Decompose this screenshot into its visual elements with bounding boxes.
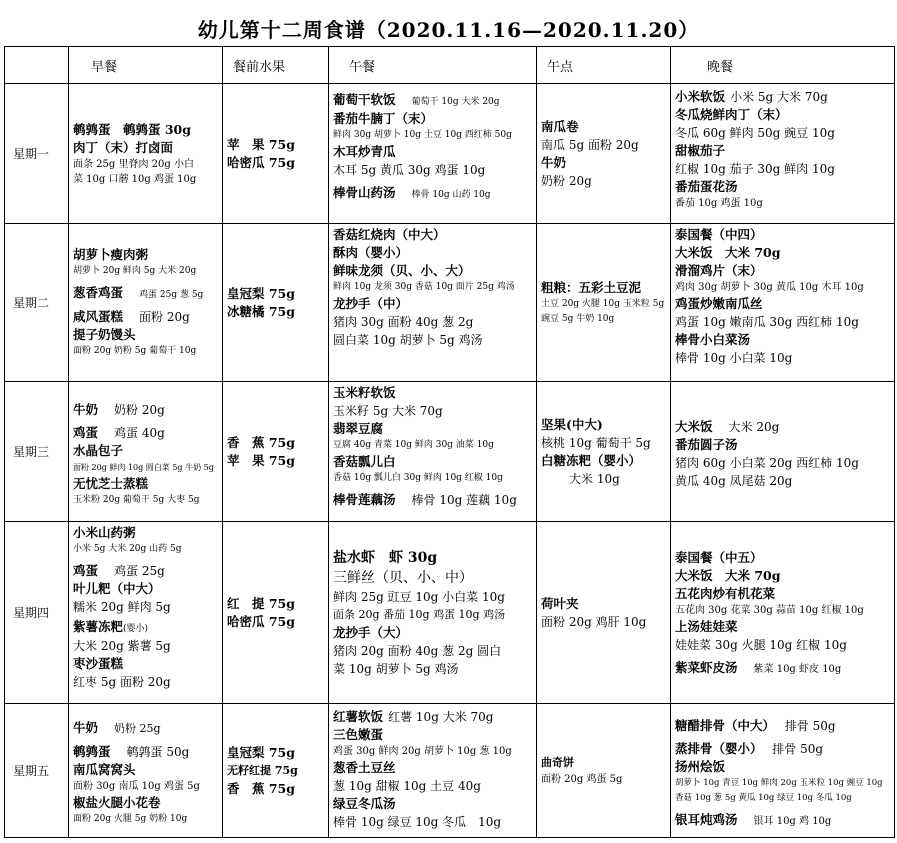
breakfast-cell <box>69 522 223 704</box>
day-label: 星期五 <box>5 704 69 838</box>
dish-line: 葡萄干软饭 葡萄干 10g 大米 20g <box>333 92 500 107</box>
header-snack: 午点 <box>537 47 671 84</box>
snack-cell <box>537 84 671 224</box>
dish-name: 龙抄手（大） <box>333 624 409 640</box>
dish-name: 粗粮：五彩土豆泥 <box>541 279 642 295</box>
fruit-item: 红 提 75g <box>227 595 295 611</box>
dish-name: 胡萝卜瘦肉粥 <box>73 247 149 262</box>
ingredients: 猪肉 60g 小白菜 20g 西红柿 10g <box>675 456 859 470</box>
dish-name: 南瓜卷 <box>541 118 579 134</box>
dish-name: 木耳炒青瓜 <box>333 144 396 159</box>
dish-name: 白糖冻粑（婴小） <box>541 452 642 468</box>
dish-line: 鸡蛋 鸡蛋 40g <box>73 424 165 440</box>
dish-name: 三鲜丝（贝、小、中） <box>333 569 473 586</box>
dish-name: 鹌鹑蛋 鹌鹑蛋 30g <box>73 121 191 137</box>
header-lunch: 午餐 <box>329 47 537 84</box>
ingredients: 菜 10g 胡萝卜 5g 鸡汤 <box>333 661 459 676</box>
lunch-cell <box>329 522 537 704</box>
ingredients: 面条 20g 番茄 10g 鸡蛋 10g 鸡汤 <box>333 607 506 621</box>
fruit-item: 哈密瓜 75g <box>227 613 295 629</box>
ingredients: 面粉 20g 鸡蛋 5g <box>541 774 623 785</box>
breakfast-cell <box>69 704 223 838</box>
dish-name: 冬瓜烧鲜肉丁（末） <box>675 107 788 122</box>
dish-name: 番茄牛腩丁（末） <box>333 111 434 126</box>
dish-name: 鸡蛋炒嫩南瓜丝 <box>675 296 763 311</box>
ingredients: 鲜肉 30g 胡萝卜 10g 土豆 10g 西红柿 50g <box>333 130 512 140</box>
dish-line: 棒骨莲藕汤 棒骨 10g 莲藕 10g <box>333 492 517 507</box>
dish-name: 南瓜窝窝头 <box>73 762 136 777</box>
dish-name: 大米饭 大米 70g <box>675 567 781 583</box>
dish-name: 小米山药粥 <box>73 525 136 540</box>
fruit-item: 无籽红提 75g <box>227 763 298 777</box>
lunch-cell <box>329 224 537 382</box>
header-fruit: 餐前水果 <box>223 47 329 84</box>
dish-line: 紫菜虾皮汤 紫菜 10g 虾皮 10g <box>675 659 842 675</box>
breakfast-cell <box>69 84 223 224</box>
dish-name: 水晶包子 <box>73 442 124 458</box>
fruit-cell <box>223 522 329 704</box>
ingredients: 小米 5g 大米 20g 山药 5g <box>73 544 182 554</box>
fruit-cell <box>223 704 329 838</box>
ingredients: 红枣 5g 面粉 20g <box>73 675 171 689</box>
day-label: 星期二 <box>5 224 69 382</box>
ingredients: 奶粉 20g <box>541 173 592 188</box>
dish-name: 番茄圆子汤 <box>675 437 738 452</box>
ingredients: 香菇 10g 葱 5g 黄瓜 10g 绿豆 10g 冬瓜 10g <box>675 793 852 803</box>
ingredients: 葱 10g 甜椒 10g 土豆 40g <box>333 779 481 793</box>
dish-name: 五花肉炒有机花菜 <box>675 585 776 601</box>
dish-name: 盐水虾 虾 30g <box>333 549 438 566</box>
dish-name: 叶儿粑（中大） <box>73 581 161 596</box>
ingredients: 冬瓜 60g 鲜肉 50g 豌豆 10g <box>675 126 835 140</box>
ingredients: 黄瓜 40g 凤尾菇 20g <box>675 474 793 488</box>
ingredients: 鲜肉 25g 豇豆 10g 小白菜 10g <box>333 589 505 604</box>
dish-line: 紫薯冻粑(婴小) <box>73 619 149 634</box>
dish-name: 葱香土豆丝 <box>333 760 396 775</box>
snack-cell <box>537 224 671 382</box>
fruit-item: 苹 果 75g <box>227 452 295 468</box>
ingredients: 糯米 20g 鲜肉 5g <box>73 600 171 614</box>
header-dinner: 晚餐 <box>671 47 895 84</box>
row-friday <box>5 704 895 838</box>
dish-name: 棒骨小白菜汤 <box>675 332 751 347</box>
dish-name: 牛奶 <box>541 154 567 170</box>
dish-line: 蒸排骨（婴小） 排骨 50g <box>675 741 824 756</box>
header-row <box>5 47 895 84</box>
dish-line: 牛奶 奶粉 20g <box>73 401 165 417</box>
ingredients: 面粉 20g 奶粉 5g 葡萄干 10g <box>73 346 197 356</box>
ingredients: 豆腐 40g 青菜 10g 鲜肉 30g 油菜 10g <box>333 440 494 450</box>
fruit-item: 香 蕉 75g <box>227 780 295 796</box>
dish-name: 香菇红烧肉（中大） <box>333 227 446 242</box>
dish-name: 龙抄手（中） <box>333 296 409 311</box>
dish-line: 牛奶 奶粉 25g <box>73 720 161 735</box>
dish-name: 绿豆冬瓜汤 <box>333 796 396 811</box>
row-monday <box>5 84 895 224</box>
dish-name: 无忧芝士蒸糕 <box>73 475 149 491</box>
ingredients: 香菇 10g 瓢儿白 30g 鲜肉 10g 红椒 10g <box>333 473 503 483</box>
dish-line: 红薯软饭 红薯 10g 大米 70g <box>333 709 494 724</box>
header-breakfast: 早餐 <box>69 47 223 84</box>
day-label: 星期三 <box>5 382 69 522</box>
ingredients: 棒骨 10g 绿豆 10g 冬瓜 10g <box>333 815 502 829</box>
dish-name: 上汤娃娃菜 <box>675 618 738 634</box>
dish-name: 肉丁（末）打卤面 <box>73 139 174 155</box>
dinner-cell <box>671 704 895 838</box>
day-label: 星期一 <box>5 84 69 224</box>
row-thursday <box>5 522 895 704</box>
dish-line: 糖醋排骨（中大） 排骨 50g <box>675 718 836 733</box>
dish-name: 三色嫩蛋 <box>333 727 384 742</box>
ingredients: 猪肉 20g 面粉 40g 葱 2g 圆白 <box>333 643 502 658</box>
fruit-item: 皇冠梨 75g <box>227 744 295 760</box>
ingredients: 大米 20g 紫薯 5g <box>73 639 171 653</box>
lunch-cell <box>329 382 537 522</box>
dish-line: 大米饭 大米 20g <box>675 419 780 434</box>
page-title: 幼儿第十二周食谱（2020.11.16—2020.11.20） <box>197 18 700 42</box>
dish-line: 小米软饭 小米 5g 大米 70g <box>675 89 828 104</box>
ingredients: 豌豆 5g 牛奶 10g <box>541 313 615 324</box>
ingredients: 土豆 20g 火腿 10g 玉米粒 5g <box>541 298 665 309</box>
dish-line: 棒骨山药汤 棒骨 10g 山药 10g <box>333 185 491 200</box>
ingredients: 大米 10g <box>569 471 620 486</box>
lunch-cell <box>329 704 537 838</box>
ingredients: 面条 25g 里脊肉 20g 小白 <box>73 158 194 170</box>
ingredients: 面粉 20g 鲜肉 10g 圆白菜 5g 牛奶 5g <box>73 462 214 472</box>
dinner-cell <box>671 382 895 522</box>
dish-name: 玉米籽软饭 <box>333 385 396 400</box>
dinner-cell <box>671 224 895 382</box>
menu-table <box>4 46 895 838</box>
ingredients: 鸡蛋 10g 嫩南瓜 30g 西红柿 10g <box>675 315 859 329</box>
ingredients: 猪肉 30g 面粉 40g 葱 2g <box>333 315 474 329</box>
fruit-item: 香 蕉 75g <box>227 434 295 450</box>
ingredients: 胡萝卜 20g 鲜肉 5g 大米 20g <box>73 266 197 276</box>
dish-name: 坚果(中大) <box>541 416 603 432</box>
ingredients: 面粉 30g 南瓜 10g 鸡蛋 5g <box>73 781 200 792</box>
lunch-cell <box>329 84 537 224</box>
ingredients: 面粉 20g 火腿 5g 奶粉 10g <box>73 814 188 824</box>
dish-name: 泰国餐（中五） <box>675 549 763 565</box>
ingredients: 鲜肉 10g 龙须 30g 香菇 10g 面片 25g 鸡汤 <box>333 282 515 292</box>
dish-name: 滑溜鸡片（末） <box>675 263 763 278</box>
snack-cell <box>537 382 671 522</box>
row-wednesday <box>5 382 895 522</box>
dish-name: 泰国餐（中四） <box>675 227 763 242</box>
dish-name: 荷叶夹 <box>541 595 579 611</box>
snack-cell <box>537 704 671 838</box>
ingredients: 木耳 5g 黄瓜 30g 鸡蛋 10g <box>333 163 486 177</box>
breakfast-cell <box>69 224 223 382</box>
header-corner <box>5 47 69 84</box>
ingredients: 鸡蛋 30g 鲜肉 20g 胡萝卜 10g 葱 10g <box>333 746 512 757</box>
dish-name: 番茄蛋花汤 <box>675 179 738 194</box>
dish-line: 银耳炖鸡汤 银耳 10g 鸡 10g <box>675 812 832 827</box>
ingredients: 番茄 10g 鸡蛋 10g <box>675 198 763 209</box>
ingredients: 胡萝卜 10g 青豆 10g 鲜肉 20g 玉米粒 10g 豌豆 10g <box>675 778 883 788</box>
ingredients: 玉米粉 20g 葡萄干 5g 大枣 5g <box>73 494 200 505</box>
ingredients: 菜 10g 口蘑 10g 鸡蛋 10g <box>73 173 197 185</box>
dish-line: 鹌鹑蛋 鹌鹑蛋 50g <box>73 744 190 759</box>
ingredients: 鸡肉 30g 胡萝卜 30g 黄瓜 10g 木耳 10g <box>675 282 864 293</box>
dish-line: 咸风蛋糕 面粉 20g <box>73 309 190 324</box>
ingredients: 五花肉 30g 花菜 30g 蒜苗 10g 红椒 10g <box>675 604 864 616</box>
dinner-cell <box>671 522 895 704</box>
dish-name: 甜椒茄子 <box>675 143 726 158</box>
ingredients: 圆白菜 10g 胡萝卜 5g 鸡汤 <box>333 333 483 347</box>
dish-name: 椒盐火腿小花卷 <box>73 795 161 810</box>
dish-name: 扬州烩饭 <box>675 759 726 774</box>
fruit-item: 哈密瓜 75g <box>227 154 295 170</box>
dish-name: 香菇瓢儿白 <box>333 454 396 469</box>
dish-line: 鸡蛋 鸡蛋 25g <box>73 563 165 578</box>
fruit-cell <box>223 224 329 382</box>
dish-name: 曲奇饼 <box>541 756 574 769</box>
fruit-item: 皇冠梨 75g <box>227 285 295 301</box>
ingredients: 面粉 20g 鸡肝 10g <box>541 614 647 629</box>
ingredients: 核桃 10g 葡萄干 5g <box>541 435 651 450</box>
ingredients: 玉米籽 5g 大米 70g <box>333 404 443 418</box>
dish-name: 枣沙蛋糕 <box>73 656 124 671</box>
ingredients: 南瓜 5g 面粉 20g <box>541 137 639 152</box>
dish-name: 大米饭 大米 70g <box>675 245 781 260</box>
ingredients: 棒骨 10g 小白菜 10g <box>675 351 793 365</box>
dish-name: 提子奶馒头 <box>73 327 136 342</box>
ingredients: 娃娃菜 30g 火腿 10g 红椒 10g <box>675 637 847 652</box>
fruit-item: 冰糖橘 75g <box>227 303 295 319</box>
day-label: 星期四 <box>5 522 69 704</box>
row-tuesday <box>5 224 895 382</box>
dinner-cell <box>671 84 895 224</box>
breakfast-cell <box>69 382 223 522</box>
fruit-cell <box>223 84 329 224</box>
dish-line: 葱香鸡蛋 鸡蛋 25g 葱 5g <box>73 285 204 300</box>
dish-name: 翡翠豆腐 <box>333 421 384 436</box>
dish-name: 酥肉（婴小） <box>333 245 409 260</box>
snack-cell <box>537 522 671 704</box>
fruit-cell <box>223 382 329 522</box>
fruit-item: 苹 果 75g <box>227 136 295 152</box>
dish-name: 鲜味龙须（贝、小、大） <box>333 263 471 278</box>
ingredients: 红椒 10g 茄子 30g 鲜肉 10g <box>675 162 835 176</box>
